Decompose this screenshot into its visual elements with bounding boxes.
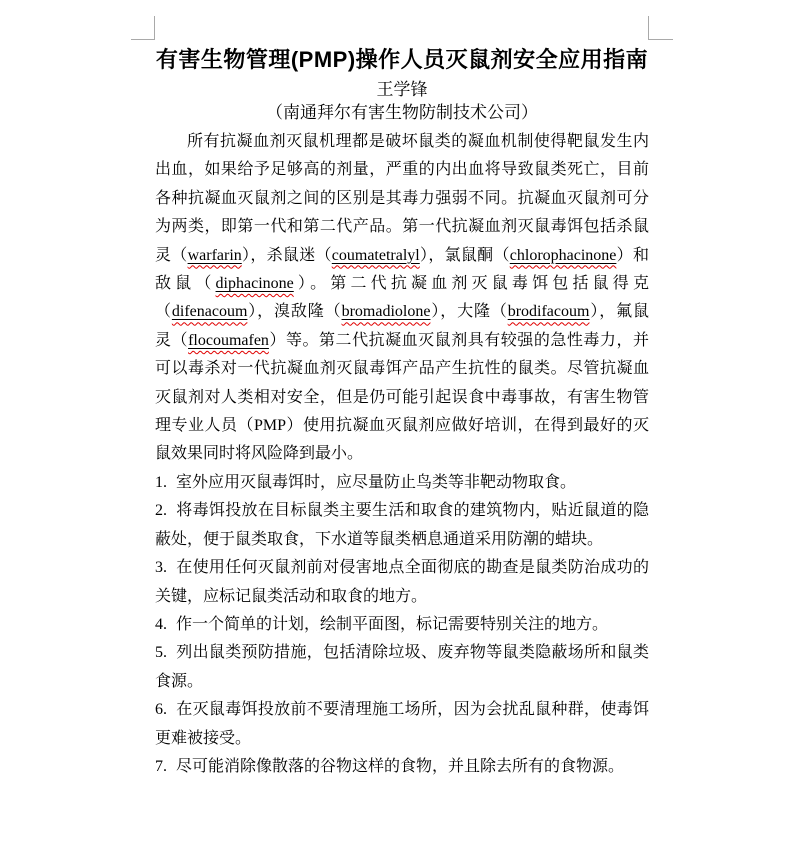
english-term: diphacinone [215,275,294,293]
list-item [155,469,649,497]
spellcheck-squiggle [508,303,590,320]
list-item-text: 在使用任何灭鼠剂前对侵害地点全面彻底的勘查是鼠类防治成功的关键，应标记鼠类活动和取食的地方。 [155,559,649,605]
crop-mark-top-right-horizontal [649,39,673,40]
spellcheck-squiggle [216,275,294,292]
crop-mark-top-left-vertical [154,16,155,40]
list-item [155,611,649,639]
list-item-text: 尽可能消除像散落的谷物这样的食物，并且除去所有的食物源。 [176,757,625,775]
list-item [155,554,649,611]
english-term: difenacoum [171,303,248,321]
spellcheck-squiggle [172,303,248,320]
list-item-number: 2. [155,502,167,520]
author-line: 王学锋 [376,80,428,99]
crop-mark-top-left-horizontal [131,39,155,40]
list-item-number: 7. [155,757,167,775]
list-item-text: 将毒饵投放在目标鼠类主要生活和取食的建筑物内，贴近鼠道的隐蔽处，便于鼠类取食，下水道等鼠类栖息通道采用防潮的蜡块。 [155,502,649,548]
list-item [155,753,649,781]
spellcheck-squiggle [342,303,431,320]
document-title: 有害生物管理(PMP)操作人员灭鼠剂安全应用指南 [155,47,649,72]
affiliation-line: （南通拜尔有害生物防制技术公司） [266,103,538,122]
intro-paragraph: 所有抗凝血剂灭鼠机理都是破坏鼠类的凝血机制使得靶鼠发生内出血，如果给予足够高的剂量，严重的内出血将导致鼠类死亡，目前各种抗凝血灭鼠剂之间的区别是其毒力强弱不同。抗凝血灭鼠剂可分为两类，即第一代和第二代产品。第一代抗凝血剂灭鼠毒饵包括杀鼠灵（warfarin），杀鼠迷（coumatetralyl），氯鼠酮（chlorophacinone）和敌鼠（diphacinone）。第二代抗凝血剂灭鼠毒饵包括鼠得克（difenacoum），溴敌隆（bromadiolone），大隆（brodifacoum），氟鼠灵（flocoumafen）等。第二代抗凝血灭鼠剂具有较强的急性毒力，并可以毒杀对一代抗凝血剂灭鼠毒饵产品产生抗性的鼠类。尽管抗凝血灭鼠剂对人类相对安全，但是仍可能引起误食中毒事故，有害生物管理专业人员（PMP）使用抗凝血灭鼠剂应做好培训，在得到最好的灭鼠效果同时将风险降到最小。 [155,133,649,463]
english-term: bromadiolone [341,303,431,321]
english-term: flocoumafen [188,331,269,349]
numbered-list [155,469,649,781]
english-term: brodifacoum [507,303,590,321]
crop-mark-top-right-vertical [648,16,649,40]
spellcheck-squiggle [188,247,242,264]
list-item-number: 5. [155,644,167,662]
list-item-text: 在灭鼠毒饵投放前不要清理施工场所，因为会扰乱鼠种群，使毒饵更难被接受。 [155,701,649,747]
spellcheck-squiggle [510,247,617,264]
english-term: warfarin [187,246,242,264]
list-item-text: 作一个简单的计划，绘制平面图，标记需要特别关注的地方。 [176,615,609,633]
list-item [155,497,649,554]
list-item [155,696,649,753]
spellcheck-squiggle [332,247,420,264]
list-item-text: 列出鼠类预防措施，包括清除垃圾、废弃物等鼠类隐蔽场所和鼠类食源。 [155,644,649,690]
spellcheck-squiggle [188,332,269,349]
english-term: chlorophacinone [509,246,617,264]
list-item-number: 1. [155,473,167,491]
english-term: coumatetralyl [331,246,420,264]
list-item [155,639,649,696]
list-item-text: 室外应用灭鼠毒饵时，应尽量防止鸟类等非靶动物取食。 [176,473,577,491]
page-content [155,42,649,781]
list-item-number: 3. [155,559,167,577]
list-item-number: 4. [155,615,167,633]
list-item-number: 6. [155,701,167,719]
